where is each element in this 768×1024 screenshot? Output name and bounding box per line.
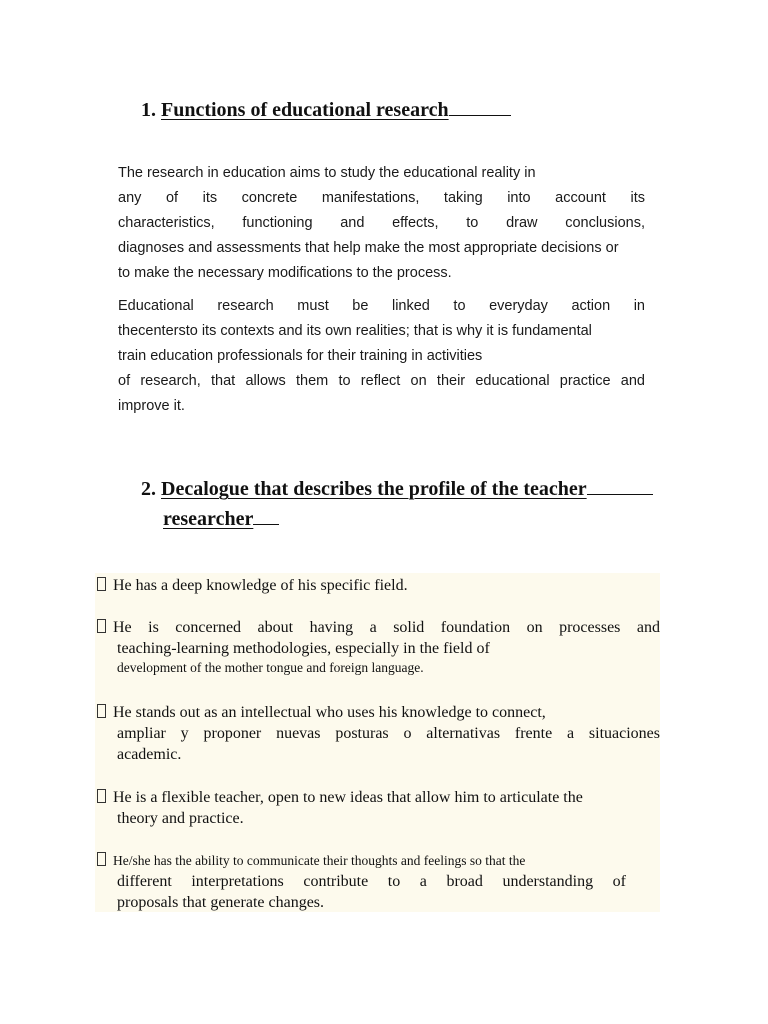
paragraph-line: characteristics, functioning and effects, to draw conclusions, <box>118 215 645 231</box>
section-2-heading <box>141 474 653 501</box>
section-1-heading <box>141 95 511 122</box>
decalogue-list <box>95 573 660 912</box>
list-item-line: theory and practice. <box>117 810 244 827</box>
paragraph-line: diagnoses and assessments that help make the most appropriate decisions or <box>118 240 619 256</box>
bullet-box-icon <box>97 619 106 633</box>
list-item-line: He has a deep knowledge of his specific field. <box>95 575 660 596</box>
heading-underline-trail <box>253 504 279 525</box>
list-item <box>95 617 660 677</box>
list-item <box>95 787 665 829</box>
paragraph-line: Educational research must be linked to everyday action in <box>118 298 645 314</box>
list-item-line: He/she has the ability to communicate their thoughts and feelings so that the <box>95 850 660 871</box>
paragraph-line: of research, that allows them to reflect on their educational practice and <box>118 373 645 389</box>
bullet-box-icon <box>97 704 106 718</box>
list-item-line: proposals that generate changes. <box>117 894 325 911</box>
section-1-number: 1. <box>141 99 156 121</box>
heading-underline-trail <box>587 474 653 495</box>
section-2-number: 2. <box>141 478 156 500</box>
list-item <box>95 575 660 596</box>
section-2-title-line-1: Decalogue that describes the profile of the teacher <box>161 478 587 500</box>
bullet-box-icon <box>97 789 106 803</box>
paragraph-line: train education professionals for their training in activities <box>118 348 483 364</box>
paragraph-line: to make the necessary modifications to the process. <box>118 265 452 281</box>
list-item-line: He stands out as an intellectual who uses his knowledge to connect, <box>95 702 660 723</box>
list-item-line: development of the mother tongue and foreign language. <box>117 660 424 675</box>
list-item-line: academic. <box>117 746 182 763</box>
paragraph-2 <box>118 294 645 419</box>
list-item-line: ampliar y proponer nuevas posturas o alternativas frente a situaciones <box>117 725 660 742</box>
paragraph-line: improve it. <box>118 398 185 414</box>
list-item-line: teaching-learning methodologies, especially in the field of <box>117 640 490 657</box>
section-2-title-line-2: researcher <box>163 508 254 530</box>
paragraph-line: any of its concrete manifestations, taking into account its <box>118 190 645 206</box>
paragraph-1 <box>118 161 645 286</box>
section-1-title: Functions of educational research <box>161 99 449 121</box>
section-2-heading-continued <box>163 504 279 531</box>
list-item-line: He is a flexible teacher, open to new ideas that allow him to articulate the <box>95 787 665 808</box>
list-item-line: different interpretations contribute to a broad understanding of <box>117 873 626 890</box>
bullet-box-icon <box>97 852 106 866</box>
heading-underline-trail <box>449 95 511 116</box>
paragraph-line: The research in education aims to study the educational reality in <box>118 165 536 181</box>
bullet-box-icon <box>97 577 106 591</box>
list-item <box>95 850 660 913</box>
paragraph-line: thecentersto its contexts and its own realities; that is why it is fundamental <box>118 323 592 339</box>
list-item-line: He is concerned about having a solid foundation on processes and <box>95 617 660 638</box>
list-item <box>95 702 660 765</box>
